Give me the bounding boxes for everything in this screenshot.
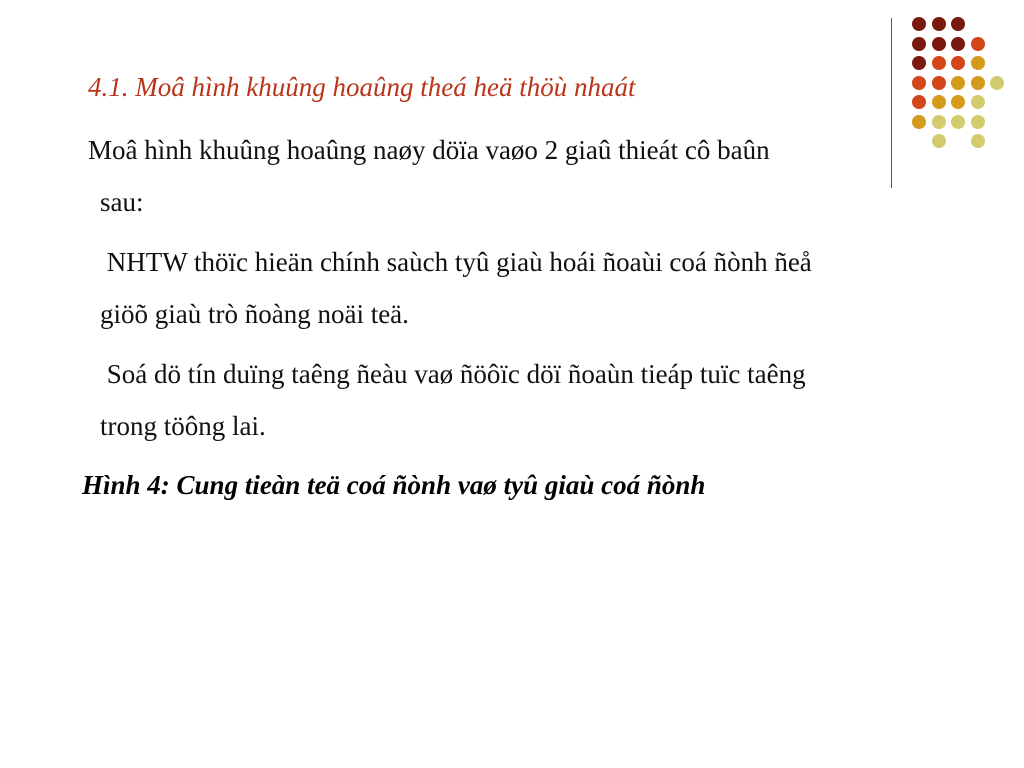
decorative-dot [951, 76, 965, 90]
decorative-dot [912, 76, 926, 90]
decorative-dot [971, 115, 985, 129]
assumption-1-line-2: giöõ giaù trò ñoàng noäi teä. [100, 299, 409, 329]
decorative-dot [932, 95, 946, 109]
decorative-dot [971, 37, 985, 51]
decorative-dot [971, 56, 985, 70]
decorative-dot [912, 95, 926, 109]
decorative-dot [951, 95, 965, 109]
decorative-dot [990, 76, 1004, 90]
assumption-1-line-1: NHTW thöïc hieän chính saùch tyû giaù hoái ñoaùi coá ñònh ñeå [100, 247, 812, 277]
intro-line-2: sau: [100, 187, 144, 217]
decorative-dot [912, 37, 926, 51]
assumption-2-paragraph [100, 348, 980, 452]
assumption-2-line-1: Soá dö tín duïng taêng ñeàu vaø ñöôïc döï ñoaùn tieáp tuïc taêng [100, 359, 806, 389]
decorative-dot [932, 37, 946, 51]
decorative-dot [951, 115, 965, 129]
decorative-dot [932, 76, 946, 90]
decorative-dot [971, 134, 985, 148]
decorative-dot [971, 76, 985, 90]
decorative-dot [951, 17, 965, 31]
intro-paragraph [88, 124, 928, 228]
decorative-dot [932, 134, 946, 148]
decorative-dot [932, 17, 946, 31]
decorative-dot [951, 56, 965, 70]
intro-line-1: Moâ hình khuûng hoaûng naøy döïa vaøo 2 giaû thieát cô baûn [88, 135, 770, 165]
slide-heading: 4.1. Moâ hình khuûng hoaûng theá heä thöù nhaát [88, 72, 636, 102]
decorative-dot [912, 17, 926, 31]
decorative-dot [932, 56, 946, 70]
decorative-dot [932, 115, 946, 129]
decorative-dot [951, 37, 965, 51]
decorative-dot [971, 95, 985, 109]
decorative-dot [912, 56, 926, 70]
assumption-1-paragraph [100, 236, 980, 340]
figure-caption: Hình 4: Cung tieàn teä coá ñònh vaø tyû giaù coá ñònh [82, 470, 706, 500]
assumption-2-line-2: trong töông lai. [100, 411, 266, 441]
